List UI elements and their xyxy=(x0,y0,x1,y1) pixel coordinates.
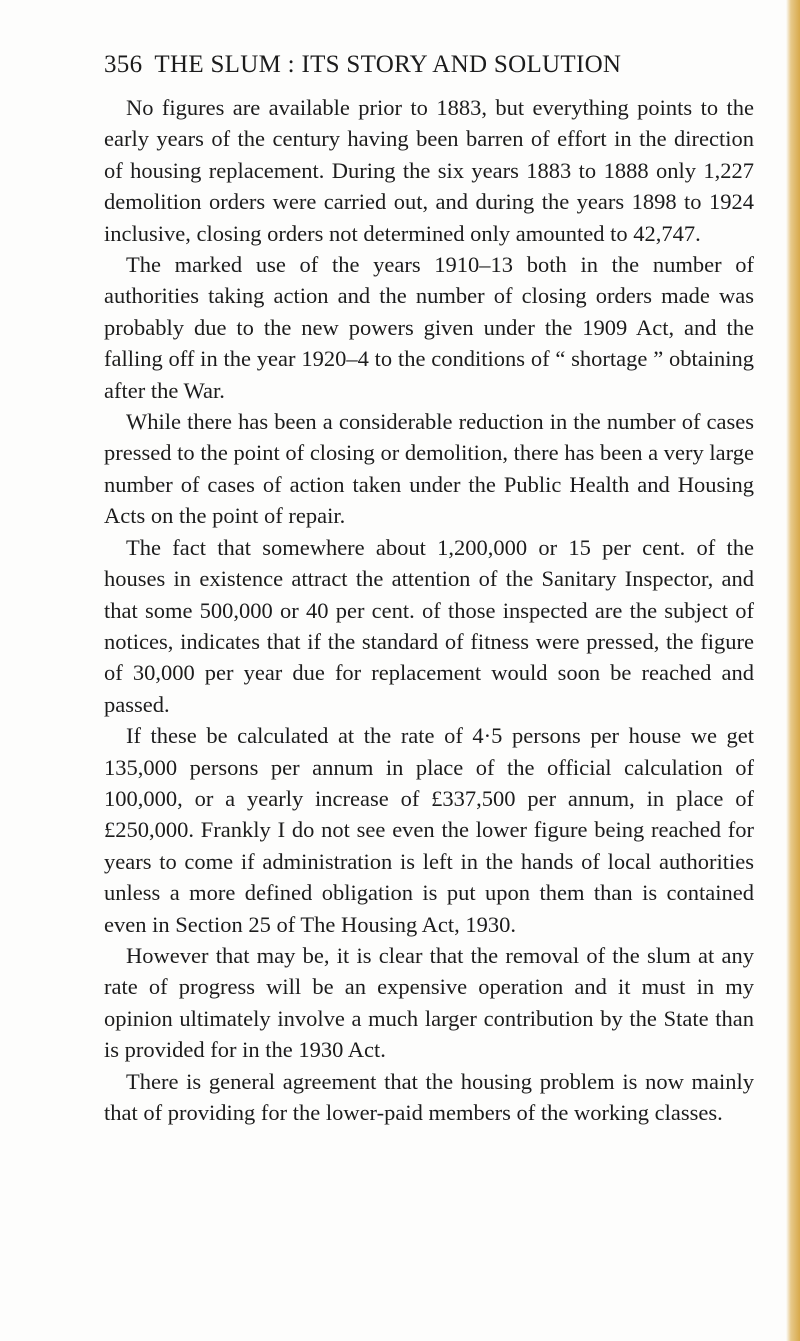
page-edge xyxy=(786,0,800,1341)
paragraph: The fact that somewhere about 1,200,000 or 15 per cent. of the houses in existence attract the attention of the Sanitary Inspector, and that some 500,000 or 40 per cent. of those inspected are the subject of notices, indicates that if the standard of fitness were pressed, the figure of 30,000 per year due for replacement would soon be reached and passed. xyxy=(104,534,754,717)
page-number: 356 xyxy=(104,51,143,78)
paragraph: If these be calculated at the rate of 4·5 persons per house we get 135,000 persons per annum in place of the official calculation of 100,000, or a yearly increase of £337,500 per annum, in place of £250,000. Frankly I do not see even the lower figure being reached for years to come if administration is left in the hands of local authorities unless a more defined obligation is put upon them than is contained even in Section 25 of The Housing Act, 1930. xyxy=(104,723,754,937)
running-header xyxy=(104,50,720,80)
running-title: THE SLUM : ITS STORY AND SOLUTION xyxy=(154,51,622,78)
paragraph: However that may be, it is clear that the removal of the slum at any rate of progress will be an expensive operation and it must in my opinion ultimately involve a much larger contribution by the State than is provided for in the 1930 Act. xyxy=(104,942,754,1063)
paragraph: The marked use of the years 1910–13 both in the number of authorities taking action and the number of closing orders made was probably due to the new powers given under the 1909 Act, and the falling off in the year 1920–4 to the conditions of “ shortage ” obtaining after the War. xyxy=(104,252,754,403)
paragraph: There is general agreement that the housing problem is now mainly that of providing for the lower-paid members of the working classes. xyxy=(104,1068,754,1125)
body-text xyxy=(104,92,754,1128)
paragraph: No figures are available prior to 1883, but everything points to the early years of the century having been barren of effort in the direction of housing replacement. During the six years 1883 to 1888 only 1,227 demolition orders were carried out, and during the years 1898 to 1924 inclusive, closing orders not determined only amounted to 42,747. xyxy=(104,95,754,246)
paragraph: While there has been a considerable reduction in the number of cases pressed to the point of closing or demolition, there has been a very large number of cases of action taken under the Public Health and Housing Acts on the point of repair. xyxy=(104,409,754,529)
